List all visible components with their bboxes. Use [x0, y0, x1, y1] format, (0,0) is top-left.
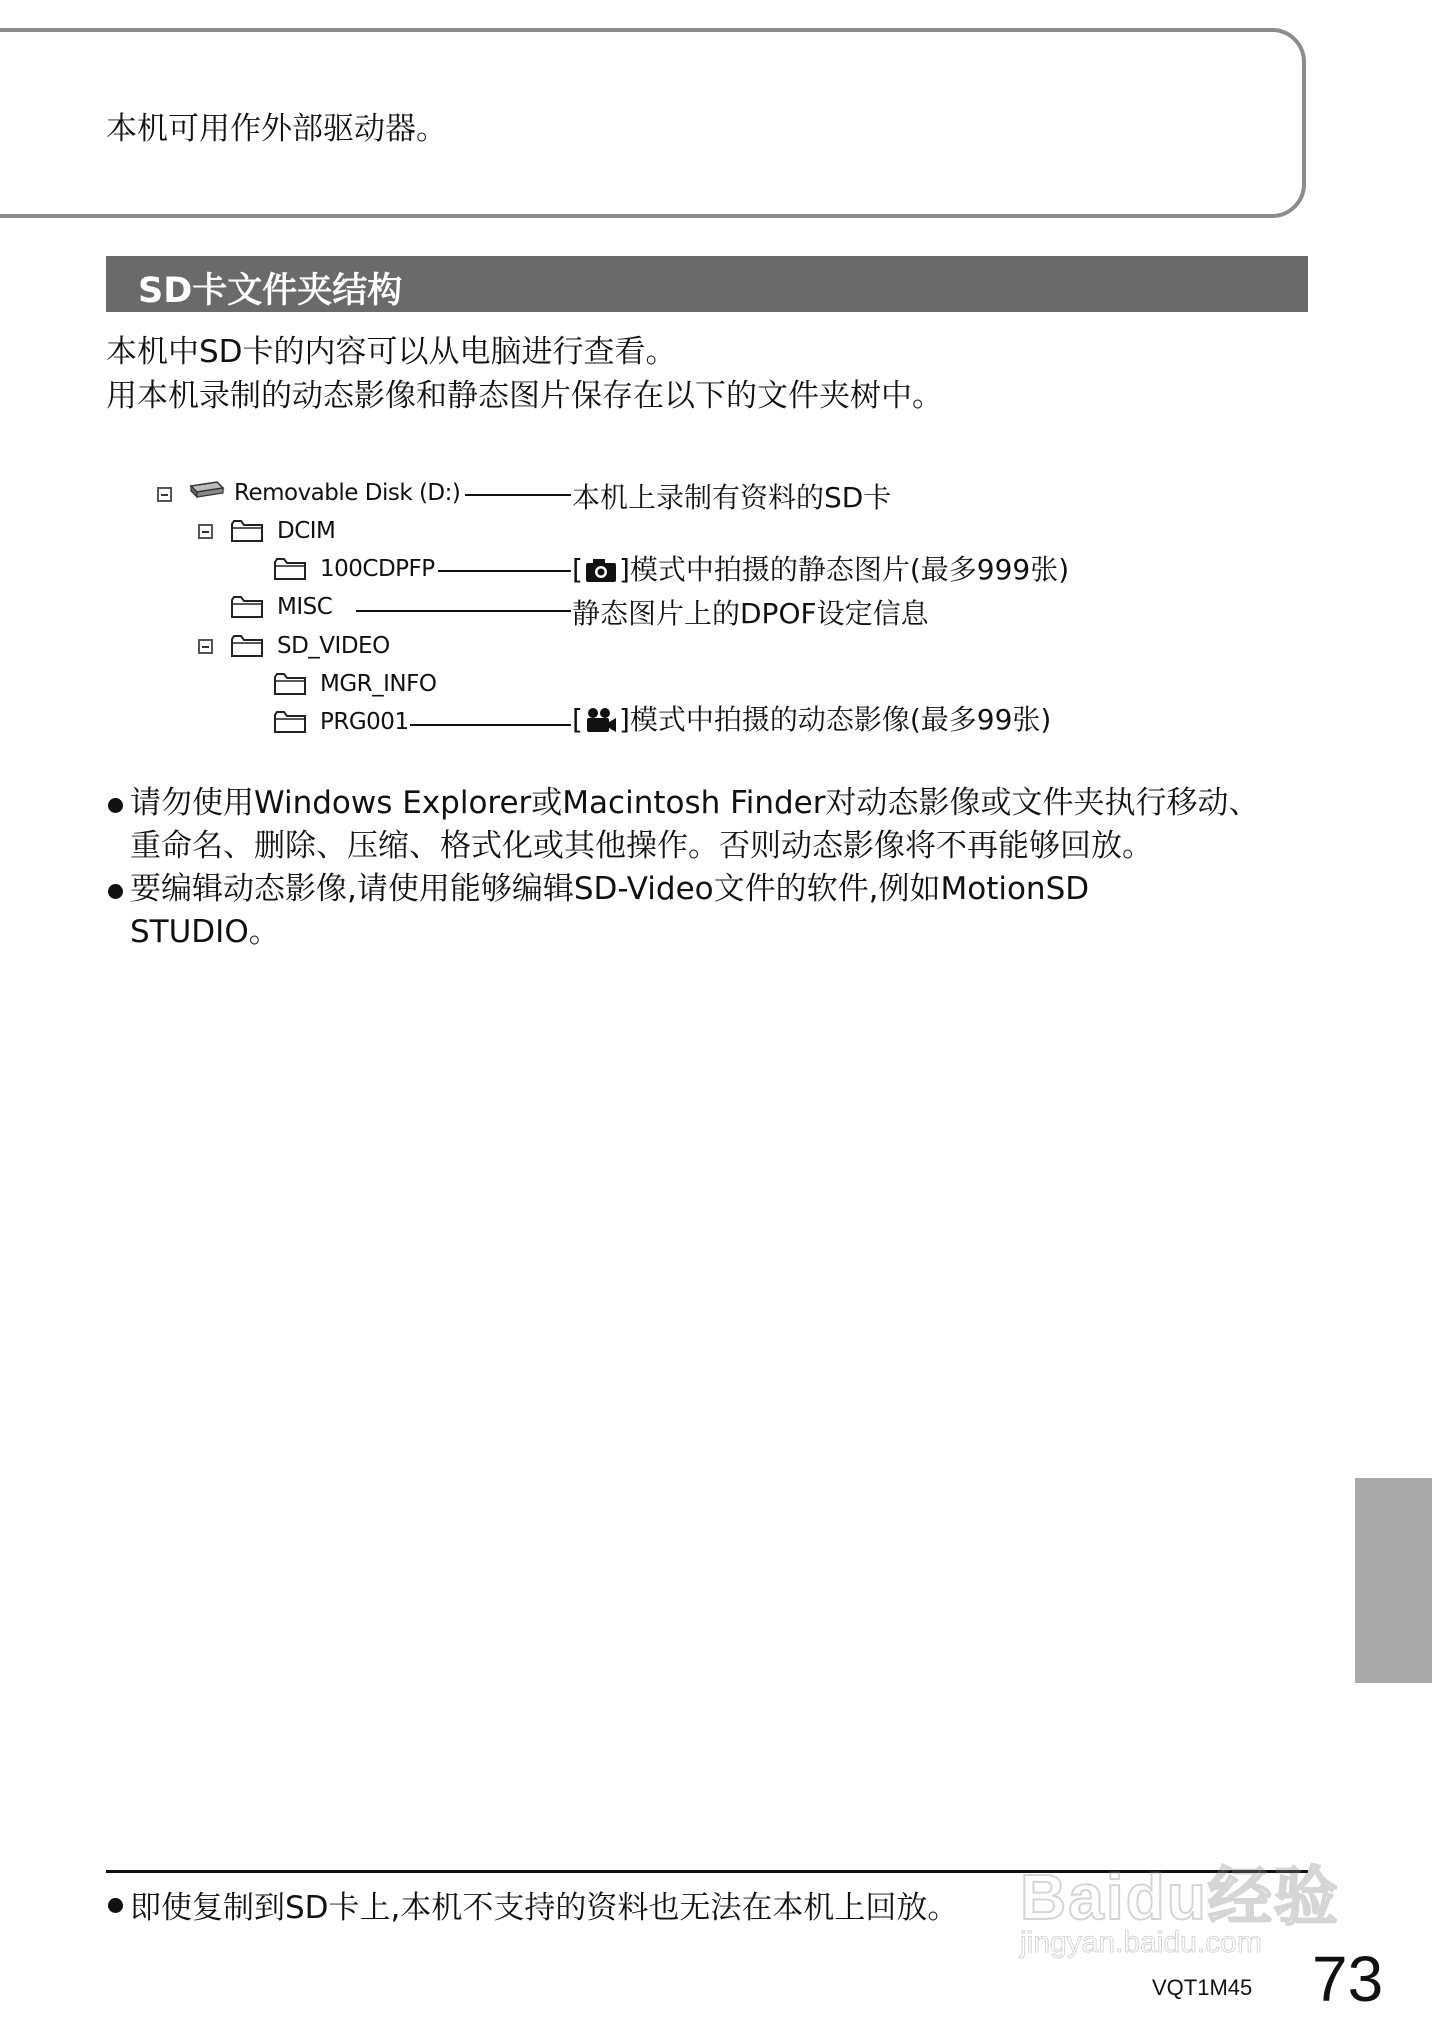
note-1-line-1: 请勿使用Windows Explorer或Macintosh Finder对动态影像或文件夹执行移动、	[130, 785, 1260, 821]
tree-item-drive[interactable]: Removable Disk (D:)	[234, 480, 461, 506]
document-code: VQT1M45	[1152, 1975, 1253, 2000]
note-item	[106, 868, 1259, 954]
leader-line	[410, 724, 571, 726]
note-2-line-2: STUDIO。	[130, 914, 280, 950]
collapse-icon[interactable]	[198, 524, 213, 539]
callout-video-prefix: [	[572, 703, 583, 736]
callout-photo-prefix: [	[572, 553, 583, 586]
watermark-main: Baidu经验	[1020, 1861, 1340, 1933]
note-2-line-1: 要编辑动态影像,请使用能够编辑SD-Video文件的软件,例如MotionSD	[130, 871, 1090, 907]
callout-drive: 本机上录制有资料的SD卡	[572, 481, 892, 514]
notes-list	[106, 782, 1259, 954]
callout-photo	[572, 548, 1069, 588]
folder-icon	[230, 594, 264, 620]
section-title: SD卡文件夹结构	[138, 271, 403, 311]
folder-icon	[273, 671, 307, 697]
note-1-line-2: 重命名、删除、压缩、格式化或其他操作。否则动态影像将不再能够回放。	[130, 828, 1153, 864]
chapter-tab	[1355, 1478, 1432, 1683]
watermark	[1010, 1808, 1350, 1968]
page-number: 73	[1312, 1943, 1384, 2015]
callout-video	[572, 698, 1051, 738]
tree-item-dcim[interactable]: DCIM	[277, 518, 336, 544]
folder-icon	[273, 709, 307, 735]
video-camera-icon	[584, 706, 618, 734]
leader-line	[465, 494, 571, 496]
tree-item-100cdpfp[interactable]: 100CDPFP	[320, 556, 435, 582]
callout-photo-suffix: ]模式中拍摄的静态图片(最多999张)	[618, 553, 1070, 586]
folder-icon	[230, 518, 264, 544]
tree-item-prg001[interactable]: PRG001	[320, 709, 409, 735]
drive-icon	[187, 480, 225, 500]
leader-line	[438, 570, 571, 572]
tree-item-sd-video[interactable]: SD_VIDEO	[277, 633, 390, 659]
tree-item-misc[interactable]: MISC	[277, 594, 333, 620]
callout-video-suffix: ]模式中拍摄的动态影像(最多99张)	[618, 703, 1052, 736]
info-box-text: 本机可用作外部驱动器。	[106, 111, 447, 147]
collapse-icon[interactable]	[198, 639, 213, 654]
callout-misc: 静态图片上的DPOF设定信息	[572, 597, 929, 630]
section-header	[106, 256, 1308, 312]
camera-icon	[584, 556, 618, 584]
leader-line	[356, 610, 571, 612]
collapse-icon[interactable]	[157, 487, 172, 502]
tree-item-mgr-info[interactable]: MGR_INFO	[320, 671, 437, 697]
folder-icon	[273, 556, 307, 582]
note-item	[106, 782, 1259, 868]
watermark-sub: jingyan.baidu.com	[1020, 1926, 1262, 1959]
bottom-note-text: 即使复制到SD卡上,本机不支持的资料也无法在本机上回放。	[106, 1882, 958, 1927]
section-intro	[106, 330, 943, 418]
bottom-note	[106, 1882, 958, 1927]
folder-icon	[230, 633, 264, 659]
intro-line-1: 本机中SD卡的内容可以从电脑进行查看。	[106, 334, 677, 370]
intro-line-2: 用本机录制的动态影像和静态图片保存在以下的文件夹树中。	[106, 378, 943, 414]
